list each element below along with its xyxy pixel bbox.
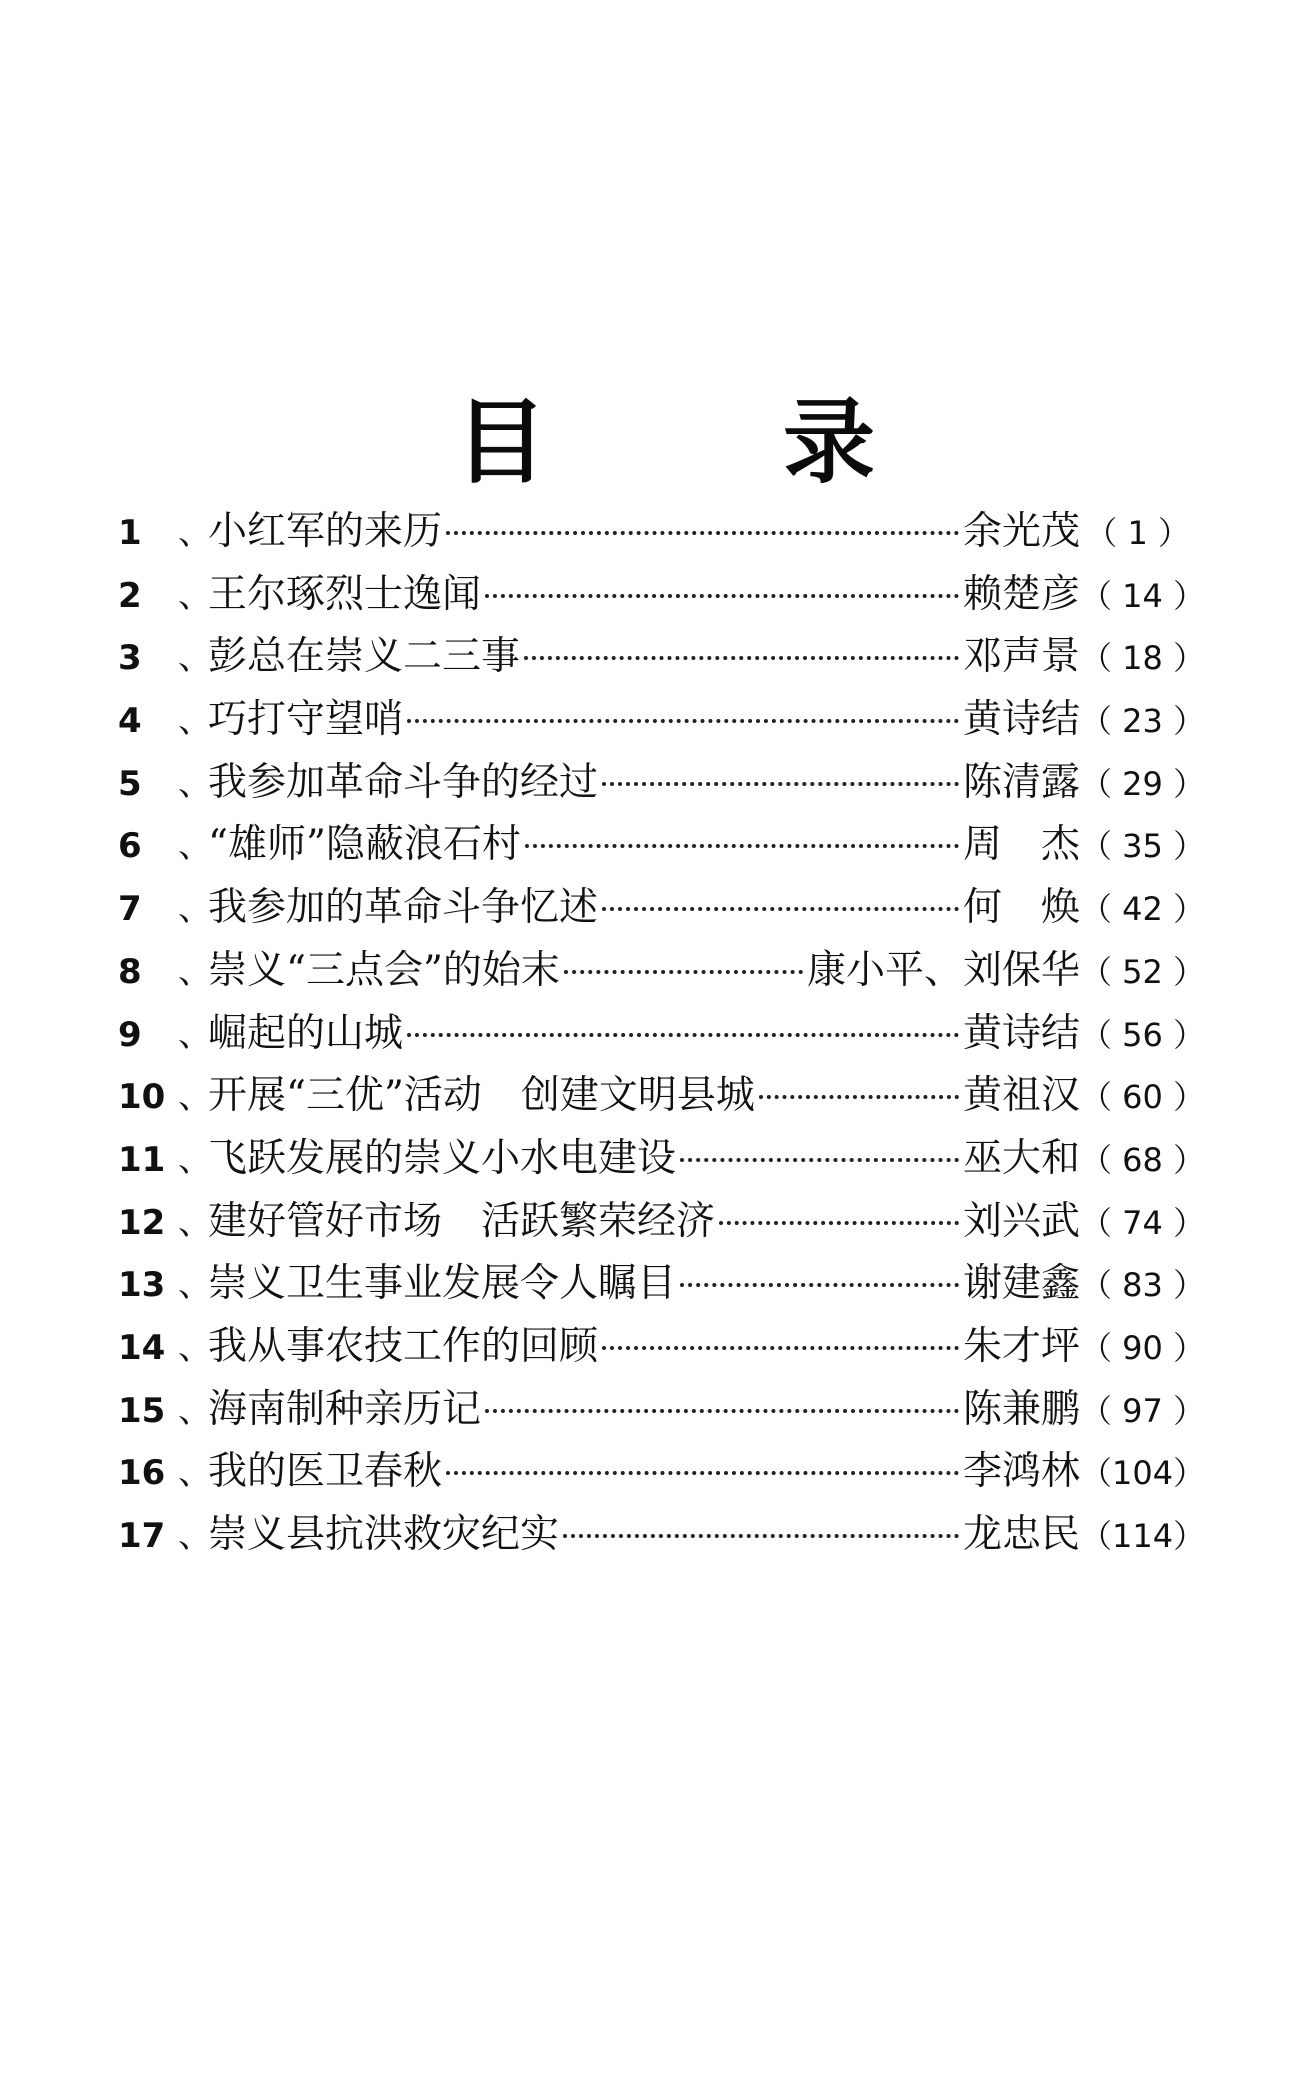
entry-page: （114） — [1080, 1517, 1206, 1555]
entry-number: 17 — [118, 1516, 166, 1556]
entry-separator: 、 — [178, 1453, 212, 1494]
entry-number: 4 — [118, 701, 142, 742]
entry-separator: 、 — [178, 1516, 212, 1556]
entry-separator: 、 — [178, 1014, 212, 1055]
leader-dots — [759, 1095, 959, 1099]
entry-page: （ 90 ） — [1080, 1328, 1206, 1367]
entry-separator: 、 — [178, 951, 212, 992]
entry-title: 我参加革命斗争的经过 — [208, 759, 599, 805]
entry-number: 8 — [118, 951, 142, 992]
entry-author: 黄诗结 — [962, 697, 1080, 743]
leader-dots — [719, 1221, 959, 1225]
leader-dots — [407, 1033, 959, 1037]
entry-page: （104） — [1080, 1454, 1206, 1493]
page-title — [455, 388, 875, 498]
entry-separator: 、 — [178, 1390, 212, 1431]
entry-title: 崛起的山城 — [208, 1010, 404, 1056]
entry-author: 康小平、刘保华 — [806, 947, 1080, 993]
entry-page: （ 29 ） — [1080, 764, 1206, 803]
title-char-left: 目 — [455, 389, 548, 496]
entry-author: 陈清露 — [962, 759, 1080, 805]
entry-author: 龙忠民 — [962, 1512, 1080, 1557]
entry-author: 黄祖汉 — [962, 1073, 1080, 1119]
entry-number: 7 — [118, 889, 142, 930]
leader-dots — [602, 782, 959, 786]
leader-dots — [602, 1346, 959, 1350]
leader-dots — [485, 594, 959, 598]
toc-entry — [118, 1512, 1206, 1578]
entry-author: 邓声景 — [962, 634, 1080, 680]
entry-title: 崇义县抗洪救灾纪实 — [208, 1512, 560, 1557]
entry-number: 5 — [118, 763, 142, 804]
leader-dots — [407, 719, 959, 723]
entry-separator: 、 — [178, 1077, 212, 1118]
entry-title: 崇义卫生事业发展令人瞩目 — [208, 1261, 677, 1307]
toc-entry — [118, 634, 1206, 700]
entry-number: 15 — [118, 1390, 166, 1431]
entry-title: 我参加的革命斗争忆述 — [208, 885, 599, 931]
entry-number: 9 — [118, 1014, 142, 1055]
entry-author: 赖楚彦 — [962, 571, 1080, 617]
entry-separator: 、 — [178, 763, 212, 804]
entry-number: 12 — [118, 1202, 166, 1243]
entry-author: 刘兴武 — [962, 1198, 1080, 1244]
entry-page: （ 68 ） — [1080, 1140, 1206, 1179]
entry-page: （ 56 ） — [1080, 1015, 1206, 1054]
entry-title: 海南制种亲历记 — [208, 1386, 482, 1432]
toc-entry — [118, 1261, 1206, 1327]
entry-page: （ 1 ） — [1085, 514, 1190, 552]
toc-entry — [118, 571, 1206, 638]
leader-dots — [602, 907, 959, 911]
entry-author: 朱才坪 — [962, 1323, 1080, 1369]
entry-title: 建好管好市场 活跃繁荣经济 — [208, 1198, 716, 1244]
leader-dots — [524, 656, 959, 660]
toc-entry — [118, 822, 1206, 888]
entry-author: 陈兼鹏 — [962, 1386, 1080, 1432]
entry-number: 6 — [118, 826, 142, 867]
toc-entry — [118, 1010, 1206, 1077]
entry-number: 11 — [118, 1139, 166, 1180]
toc-entry — [118, 885, 1206, 951]
entry-separator: 、 — [178, 701, 212, 742]
entry-separator: 、 — [178, 1265, 212, 1306]
toc-entry — [118, 1323, 1206, 1390]
entry-author: 巫大和 — [962, 1135, 1080, 1181]
table-of-contents — [118, 509, 1206, 1578]
entry-number: 10 — [118, 1077, 166, 1118]
entry-page: （ 23 ） — [1080, 702, 1206, 741]
entry-author: 何 焕 — [962, 885, 1080, 931]
toc-entry — [118, 947, 1206, 1014]
leader-dots — [680, 1158, 959, 1162]
entry-number: 13 — [118, 1265, 166, 1306]
entry-separator: 、 — [178, 575, 212, 616]
entry-author: 李鸿林 — [962, 1449, 1080, 1495]
entry-page: （ 35 ） — [1080, 827, 1206, 866]
leader-dots — [446, 531, 959, 535]
entry-title: 小红军的来历 — [208, 509, 443, 554]
entry-title: 崇义“三点会”的始末 — [208, 947, 560, 993]
leader-dots — [563, 1534, 959, 1538]
entry-author: 黄诗结 — [962, 1010, 1080, 1056]
entry-title: 巧打守望哨 — [208, 697, 404, 743]
title-char-right: 录 — [782, 389, 875, 496]
entry-title: 我的医卫春秋 — [208, 1449, 443, 1495]
entry-separator: 、 — [178, 513, 212, 553]
toc-entry — [118, 1198, 1206, 1265]
entry-author: 谢建鑫 — [962, 1261, 1080, 1307]
toc-entry — [118, 1073, 1206, 1139]
entry-page: （ 74 ） — [1080, 1203, 1206, 1242]
entry-page: （ 14 ） — [1080, 576, 1206, 615]
entry-title: 开展“三优”活动 创建文明县城 — [208, 1073, 755, 1119]
toc-entry — [118, 697, 1206, 763]
entry-title: 我从事农技工作的回顾 — [208, 1323, 599, 1369]
entry-title: “雄师”隐蔽浪石村 — [208, 822, 521, 868]
entry-separator: 、 — [178, 889, 212, 930]
leader-dots — [485, 1409, 959, 1413]
entry-author: 余光茂 — [962, 509, 1080, 554]
leader-dots — [564, 970, 803, 974]
toc-entry — [118, 1386, 1206, 1453]
entry-number: 16 — [118, 1453, 166, 1494]
entry-separator: 、 — [178, 1139, 212, 1180]
entry-number: 14 — [118, 1327, 166, 1368]
toc-entry — [118, 509, 1190, 575]
leader-dots — [446, 1471, 959, 1475]
entry-title: 飞跃发展的崇义小水电建设 — [208, 1135, 677, 1181]
leader-dots — [525, 844, 959, 848]
entry-page: （ 83 ） — [1080, 1266, 1206, 1305]
entry-page: （ 18 ） — [1080, 639, 1206, 678]
entry-separator: 、 — [178, 826, 212, 867]
entry-number: 1 — [118, 513, 142, 553]
entry-separator: 、 — [178, 1327, 212, 1368]
entry-page: （ 42 ） — [1080, 890, 1206, 929]
entry-number: 3 — [118, 638, 142, 679]
toc-entry — [118, 759, 1206, 826]
entry-number: 2 — [118, 575, 142, 616]
entry-page: （ 97 ） — [1080, 1391, 1206, 1430]
entry-author: 周 杰 — [962, 822, 1080, 868]
entry-page: （ 60 ） — [1080, 1078, 1206, 1117]
toc-entry — [118, 1135, 1206, 1202]
entry-title: 彭总在崇义二三事 — [208, 634, 521, 680]
entry-title: 王尔琢烈士逸闻 — [208, 571, 482, 617]
entry-page: （ 52 ） — [1080, 952, 1206, 991]
entry-separator: 、 — [178, 1202, 212, 1243]
leader-dots — [680, 1283, 959, 1287]
toc-entry — [118, 1449, 1206, 1515]
entry-separator: 、 — [178, 638, 212, 679]
